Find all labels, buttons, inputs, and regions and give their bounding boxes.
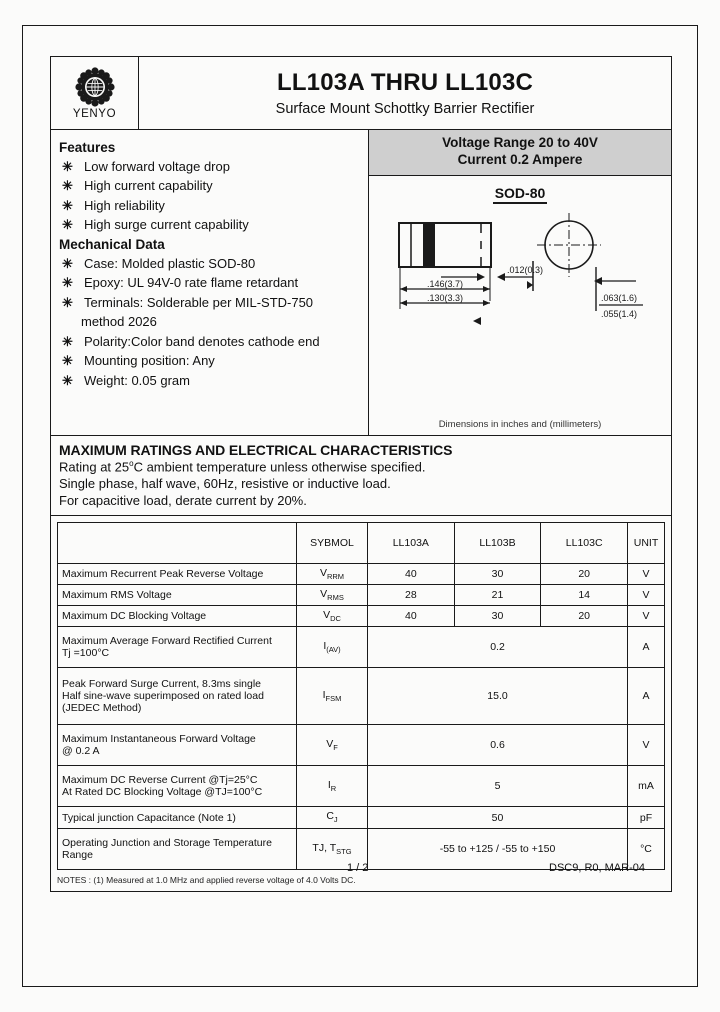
row-unit: mA bbox=[628, 766, 665, 807]
row-value-span: 5 bbox=[368, 766, 628, 807]
row-value-span: 0.6 bbox=[368, 725, 628, 766]
document-header bbox=[50, 56, 672, 130]
table-row bbox=[58, 606, 665, 627]
row-value-span: 50 bbox=[368, 807, 628, 828]
voltage-range-banner bbox=[369, 130, 671, 176]
page-number: 1 / 2 bbox=[347, 861, 369, 874]
symbol-sub: RRM bbox=[326, 572, 345, 582]
row-unit: V bbox=[628, 585, 665, 606]
dim-body-length-max-label: .146(3.7) bbox=[426, 278, 464, 289]
row-param bbox=[58, 627, 297, 668]
table-row bbox=[58, 807, 665, 828]
dim-lead-label: .012(0.3) bbox=[507, 264, 544, 275]
feature-item bbox=[59, 158, 368, 176]
row-symbol bbox=[297, 585, 368, 606]
row-symbol bbox=[297, 766, 368, 807]
row-param-line1: Maximum Instantaneous Forward Voltage bbox=[62, 733, 256, 746]
sod80-outline-drawing bbox=[381, 211, 651, 331]
package-drawing bbox=[369, 201, 671, 419]
symbol-sub: DC bbox=[330, 614, 341, 624]
current-rating-line2: Current 0.2 Ampere bbox=[457, 151, 583, 167]
table-row bbox=[58, 668, 665, 725]
row-value-b: 30 bbox=[454, 606, 541, 627]
dim-body-length-min-label: .130(3.3) bbox=[426, 292, 464, 303]
row-param-line2: Range bbox=[62, 848, 93, 861]
ratings-line1-a: Rating at 25 bbox=[59, 459, 130, 475]
symbol-main: I bbox=[322, 689, 326, 702]
row-unit: A bbox=[628, 627, 665, 668]
row-value-c: 20 bbox=[541, 606, 628, 627]
row-param bbox=[58, 766, 297, 807]
row-unit: V bbox=[628, 606, 665, 627]
feature-item bbox=[59, 197, 368, 215]
mechanical-item bbox=[59, 294, 368, 312]
row-value-a: 40 bbox=[368, 606, 455, 627]
symbol-sub: FSM bbox=[325, 694, 342, 704]
symbol-sub: J bbox=[333, 815, 338, 825]
symbol-main: V bbox=[320, 588, 328, 601]
feature-label: High reliability bbox=[84, 197, 165, 213]
mechanical-item bbox=[59, 255, 368, 273]
asterisk-icon: ✳ bbox=[62, 333, 73, 349]
table-notes: NOTES : (1) Measured at 1.0 MHz and applied reverse voltage of 4.0 Volts DC. bbox=[57, 874, 356, 885]
symbol-main: V bbox=[319, 567, 327, 580]
features-heading: Features bbox=[59, 140, 116, 155]
row-value-span: 0.2 bbox=[368, 627, 628, 668]
row-param-line3: (JEDEC Method) bbox=[62, 702, 142, 715]
spec-table bbox=[57, 522, 665, 869]
col-header-param bbox=[58, 523, 297, 564]
row-unit: V bbox=[628, 725, 665, 766]
gear-globe-logo-icon bbox=[75, 67, 115, 107]
row-value-c: 14 bbox=[541, 585, 628, 606]
symbol-main: I bbox=[323, 640, 327, 653]
info-band bbox=[50, 130, 672, 436]
table-row bbox=[58, 766, 665, 807]
row-param bbox=[58, 668, 297, 725]
row-value-a: 40 bbox=[368, 564, 455, 585]
row-param-line2: @ 0.2 A bbox=[62, 745, 100, 758]
row-value-span: -55 to +125 / -55 to +150 bbox=[368, 828, 628, 869]
title-block bbox=[139, 57, 671, 129]
row-symbol bbox=[297, 606, 368, 627]
col-header-symbol: SYBMOL bbox=[297, 523, 368, 564]
mechanical-label: Epoxy: UL 94V-0 rate flame retardant bbox=[84, 275, 299, 291]
feature-item bbox=[59, 177, 368, 195]
row-value-c: 20 bbox=[541, 564, 628, 585]
dim-diameter-min-label: .055(1.4) bbox=[601, 308, 638, 319]
col-header-ll103b: LL103B bbox=[454, 523, 541, 564]
row-unit: °C bbox=[628, 828, 665, 869]
features-panel bbox=[51, 130, 369, 435]
spec-table-wrapper bbox=[50, 516, 672, 891]
col-header-unit: UNIT bbox=[628, 523, 665, 564]
col-header-ll103a: LL103A bbox=[368, 523, 455, 564]
part-description: Surface Mount Schottky Barrier Rectifier bbox=[275, 101, 535, 117]
company-name: YENYO bbox=[72, 107, 117, 120]
row-value-a: 28 bbox=[368, 585, 455, 606]
mechanical-item bbox=[59, 352, 368, 370]
row-value-b: 30 bbox=[454, 564, 541, 585]
symbol-main: V bbox=[326, 738, 334, 751]
company-logo-cell bbox=[51, 57, 139, 129]
table-row bbox=[58, 725, 665, 766]
ratings-condition-line2: Single phase, half wave, 60Hz, resistive or inductive load. bbox=[59, 475, 391, 491]
mechanical-item bbox=[59, 274, 368, 292]
dimensions-caption: Dimensions in inches and (millimeters) bbox=[438, 419, 602, 430]
package-panel bbox=[369, 130, 671, 435]
feature-label: Low forward voltage drop bbox=[84, 159, 230, 174]
row-param-line2: Tj =100°C bbox=[62, 647, 110, 660]
dim-diameter-max-label: .063(1.6) bbox=[601, 292, 638, 303]
symbol-sub: (AV) bbox=[326, 645, 341, 655]
table-row bbox=[58, 627, 665, 668]
feature-label: High surge current capability bbox=[84, 217, 249, 233]
symbol-main: V bbox=[323, 609, 331, 622]
symbol-sub: RMS bbox=[327, 593, 344, 603]
mechanical-item bbox=[59, 372, 368, 390]
asterisk-icon: ✳ bbox=[62, 294, 73, 310]
symbol-main: I bbox=[327, 779, 331, 792]
table-header-row bbox=[58, 523, 665, 564]
col-header-ll103c: LL103C bbox=[541, 523, 628, 564]
document-revision: DSC9, R0, MAR-04 bbox=[549, 861, 645, 874]
table-row bbox=[58, 585, 665, 606]
row-param: Maximum RMS Voltage bbox=[58, 585, 297, 606]
mechanical-heading: Mechanical Data bbox=[59, 236, 165, 252]
table-row bbox=[58, 564, 665, 585]
asterisk-icon: ✳ bbox=[62, 372, 73, 388]
row-unit: A bbox=[628, 668, 665, 725]
degree-icon: o bbox=[129, 459, 134, 468]
symbol-sub: F bbox=[333, 743, 338, 753]
row-symbol bbox=[297, 668, 368, 725]
asterisk-icon: ✳ bbox=[62, 197, 73, 213]
voltage-range-line1: Voltage Range 20 to 40V bbox=[442, 135, 598, 150]
ratings-line1-b: C ambient temperature unless otherwise specified. bbox=[133, 459, 426, 475]
row-symbol bbox=[297, 725, 368, 766]
ratings-condition-line1 bbox=[59, 459, 671, 476]
package-name-label: SOD-80 bbox=[493, 185, 548, 204]
datasheet-content bbox=[50, 56, 672, 892]
mechanical-label: Case: Molded plastic SOD-80 bbox=[84, 255, 256, 271]
row-param: Typical junction Capacitance (Note 1) bbox=[58, 807, 297, 828]
mechanical-item bbox=[59, 333, 368, 351]
symbol-sub: STG bbox=[336, 846, 352, 856]
row-param: Maximum DC Blocking Voltage bbox=[58, 606, 297, 627]
part-number-title: LL103A THRU LL103C bbox=[276, 69, 534, 96]
ratings-condition-line3: For capacitive load, derate current by 20%. bbox=[59, 492, 307, 508]
mechanical-label: Polarity:Color band denotes cathode end bbox=[84, 333, 320, 349]
feature-label: High current capability bbox=[84, 178, 213, 194]
row-unit: V bbox=[628, 564, 665, 585]
ratings-intro bbox=[50, 436, 672, 516]
row-param-line2: Half sine-wave superimposed on rated load bbox=[62, 690, 264, 703]
row-value-b: 21 bbox=[454, 585, 541, 606]
row-param-line1: Maximum Average Forward Rectified Current bbox=[62, 635, 272, 648]
row-unit: pF bbox=[628, 807, 665, 828]
mechanical-label-continuation: method 2026 bbox=[81, 314, 157, 330]
symbol-main: C bbox=[326, 810, 334, 823]
ratings-title: MAXIMUM RATINGS AND ELECTRICAL CHARACTERISTICS bbox=[59, 442, 453, 458]
row-symbol bbox=[297, 807, 368, 828]
row-param-line1: Operating Junction and Storage Temperature bbox=[62, 836, 272, 849]
page-footer bbox=[77, 862, 645, 874]
mechanical-label: Mounting position: Any bbox=[84, 353, 215, 369]
row-param-line1: Maximum DC Reverse Current @Tj=25°C bbox=[62, 774, 258, 787]
datasheet-page bbox=[22, 25, 698, 987]
row-param-line2: At Rated DC Blocking Voltage @TJ=100°C bbox=[62, 786, 263, 799]
mechanical-label: Terminals: Solderable per MIL-STD-750 bbox=[84, 294, 314, 310]
feature-item bbox=[59, 216, 368, 234]
asterisk-icon: ✳ bbox=[62, 159, 73, 174]
row-symbol bbox=[297, 564, 368, 585]
row-value-span: 15.0 bbox=[368, 668, 628, 725]
asterisk-icon: ✳ bbox=[62, 255, 73, 271]
row-param bbox=[58, 725, 297, 766]
row-symbol bbox=[297, 627, 368, 668]
asterisk-icon: ✳ bbox=[62, 178, 73, 194]
mechanical-label: Weight: 0.05 gram bbox=[84, 372, 190, 388]
symbol-sub: R bbox=[330, 784, 337, 794]
symbol-main: TJ, T bbox=[312, 841, 337, 854]
asterisk-icon: ✳ bbox=[62, 353, 73, 369]
row-param-line1: Peak Forward Surge Current, 8.3ms single bbox=[62, 678, 262, 691]
row-param: Maximum Recurrent Peak Reverse Voltage bbox=[58, 564, 297, 585]
asterisk-icon: ✳ bbox=[62, 275, 73, 291]
package-name bbox=[369, 185, 671, 201]
asterisk-icon: ✳ bbox=[62, 217, 73, 233]
